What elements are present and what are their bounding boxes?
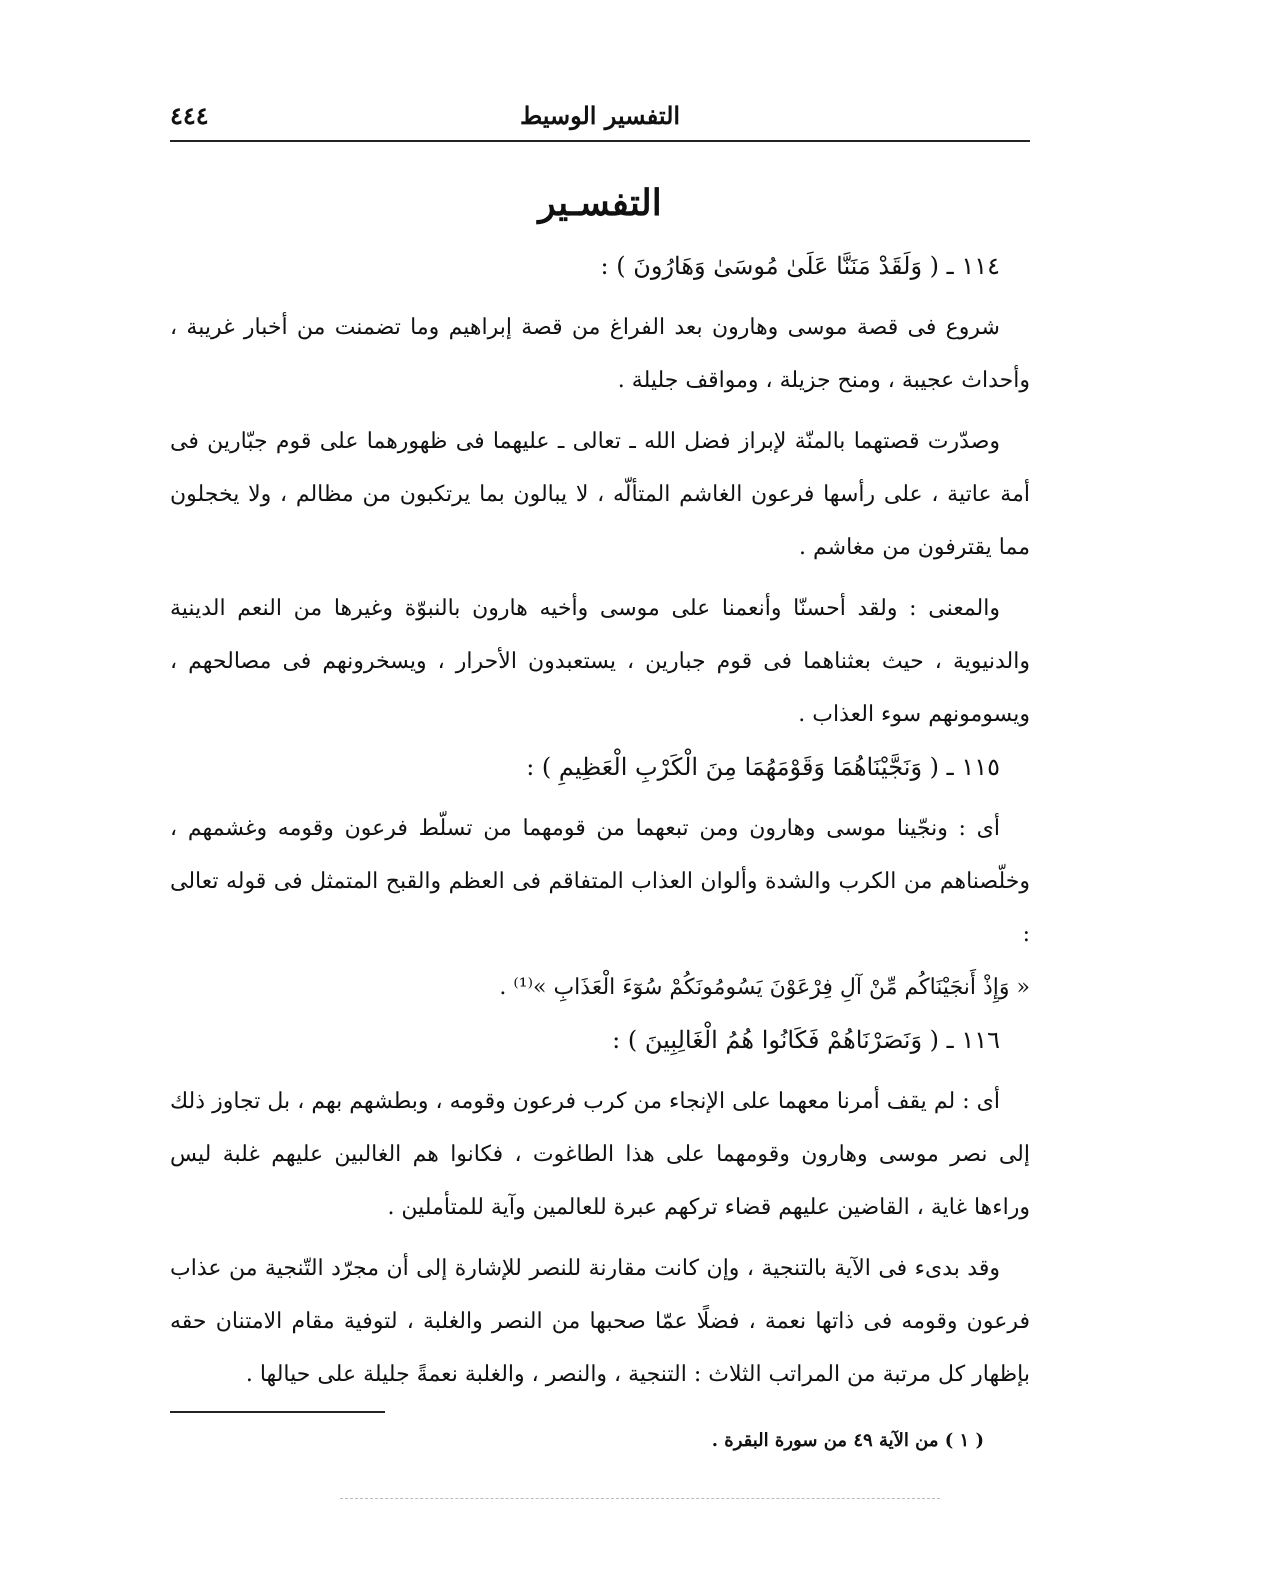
footnote: ( ١ ) من الآية ٤٩ من سورة البقرة . <box>711 1430 984 1451</box>
paragraph-6: وقد بدىء فى الآية بالتنجية ، وإن كانت مقارنة للنصر للإشارة إلى أن مجرّد التّنجية من عذاب فرعون وقومه فى ذاتها نعمة ، فضلًا عمّا صحبها من النصر والغلبة ، لتوفية مقام الامتنان حقه بإظهار كل مرتبة من المراتب الثلاث : التنجية ، والنصر ، والغلبة نعمةً جليلة على حيالها . <box>170 1256 1030 1387</box>
footnote-rule <box>170 1411 385 1413</box>
verse-114: ١١٤ ـ ( وَلَقَدْ مَنَنَّا عَلَىٰ مُوسَىٰ وَهَارُونَ ) : <box>600 252 1000 280</box>
header-rule <box>170 140 1030 142</box>
quoted-verse: « وَإِذْ أَنجَيْنَاكُم مِّنْ آلِ فِرْعَوْنَ يَسُومُونَكُمْ سُوٓءَ الْعَذَابِ »⁽¹⁾ . <box>499 975 1030 1000</box>
book-page <box>170 0 1030 1569</box>
paragraph-5: أى : لم يقف أمرنا معهما على الإنجاء من كرب فرعون وقومه ، وبطشهم بهم ، بل تجاوز ذلك إلى نصر موسى وهارون وقومهما على هذا الطاغوت ، فكانوا هم الغالبين عليهم غلبة ليس وراءها غاية ، القاضين عليهم قضاء تركهم عبرة للعالمين وآية للمتأملين . <box>170 1089 1030 1220</box>
scan-artifact-line <box>340 1498 940 1499</box>
commentary-body <box>170 240 1030 1401</box>
paragraph-1: شروع فى قصة موسى وهارون بعد الفراغ من قصة إبراهيم وما تضمنت من أخبار غريبة ، وأحداث عجيبة ، ومنح جزيلة ، ومواقف جليلة . <box>170 315 1030 393</box>
section-title: التفسـير <box>538 182 662 224</box>
page-header <box>170 98 1030 138</box>
verse-116: ١١٦ ـ ( وَنَصَرْنَاهُمْ فَكَانُوا هُمُ الْغَالِبِينَ ) : <box>612 1026 1000 1054</box>
running-title: التفسير الوسيط <box>519 101 681 130</box>
verse-115: ١١٥ ـ ( وَنَجَّيْنَاهُمَا وَقَوْمَهُمَا مِنَ الْكَرْبِ الْعَظِيمِ ) : <box>526 753 1000 781</box>
paragraph-2: وصدّرت قصتهما بالمنّة لإبراز فضل الله ـ تعالى ـ عليهما فى ظهورهما على قوم جبّارين فى أمة عاتية ، على رأسها فرعون الغاشم المتألّه ، لا يبالون بما يرتكبون من مظالم ، ولا يخجلون مما يقترفون من مغاشم . <box>170 429 1030 560</box>
page-number: ٤٤٤ <box>170 101 209 130</box>
paragraph-3: والمعنى : ولقد أحسنّا وأنعمنا على موسى وأخيه هارون بالنبوّة وغيرها من النعم الدينية والدنيوية ، حيث بعثناهما فى قوم جبارين ، يستعبدون الأحرار ، ويسخرونهم فى مصالحهم ، ويسومونهم سوء العذاب . <box>170 596 1030 727</box>
paragraph-4: أى : ونجّينا موسى وهارون ومن تبعهما من قومهما من تسلّط فرعون وقومه وغشمهم ، وخلّصناهم من الكرب والشدة وألوان العذاب المتفاقم فى العظم والقبح المتمثل فى قوله تعالى : <box>170 816 1030 947</box>
